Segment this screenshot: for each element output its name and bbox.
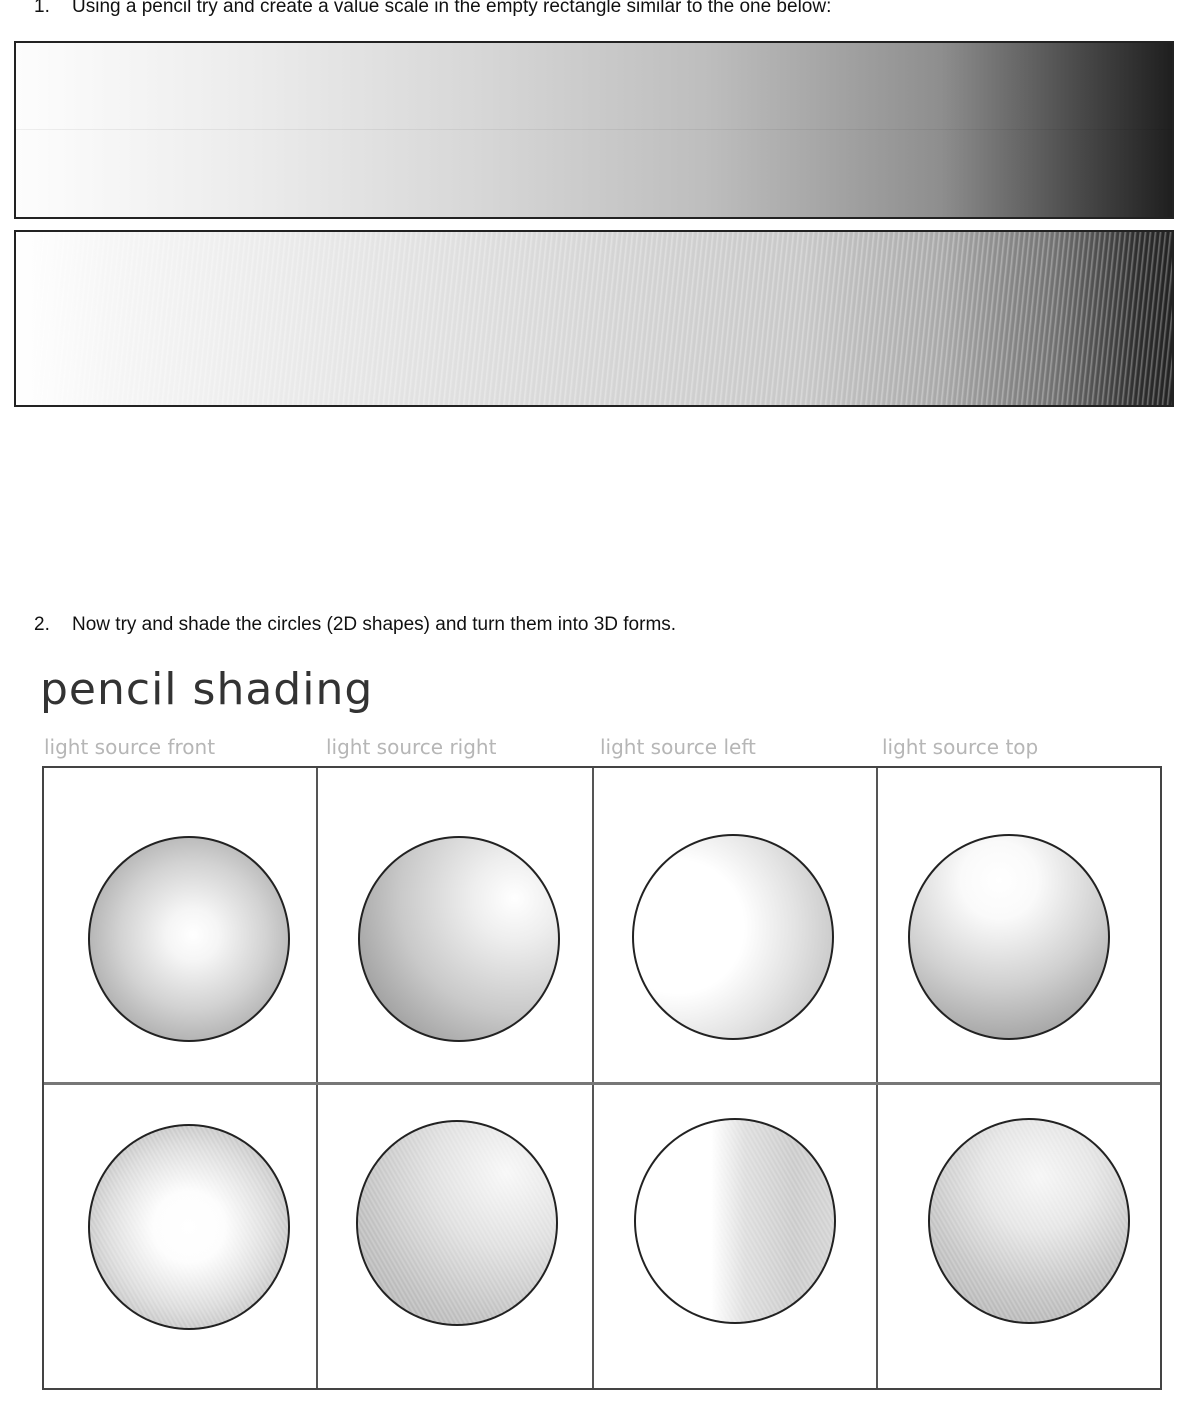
column-label-left: light source left — [600, 735, 756, 759]
sphere-drawing-right — [356, 1120, 558, 1326]
question-1-text: Using a pencil try and create a value scale in the empty rectangle similar to the one below: — [72, 0, 832, 17]
grid-divider-2 — [592, 768, 594, 1388]
pencil-hatching — [16, 232, 1172, 405]
question-2 — [34, 614, 676, 636]
grid-divider-1 — [316, 768, 318, 1388]
reference-value-scale — [14, 41, 1174, 219]
sphere-example-top — [908, 834, 1110, 1040]
sphere-drawing-top — [928, 1118, 1130, 1324]
column-label-front: light source front — [44, 735, 216, 759]
shading-grid — [42, 766, 1162, 1390]
question-1 — [34, 0, 831, 18]
sphere-example-right — [358, 836, 560, 1042]
worksheet-title: pencil shading — [40, 664, 374, 715]
column-label-right: light source right — [326, 735, 497, 759]
grid-divider-3 — [876, 768, 878, 1388]
student-value-scale — [14, 230, 1174, 407]
sphere-drawing-front — [88, 1124, 290, 1330]
question-1-number: 1. — [34, 0, 50, 17]
sphere-example-left — [632, 834, 834, 1040]
sphere-example-front — [88, 836, 290, 1042]
question-2-text: Now try and shade the circles (2D shapes) and turn them into 3D forms. — [72, 614, 677, 635]
question-2-number: 2. — [34, 614, 50, 635]
sphere-drawing-left — [634, 1118, 836, 1324]
scan-seam — [16, 129, 1172, 130]
column-label-top: light source top — [882, 735, 1039, 759]
grid-row-divider — [44, 1082, 1160, 1085]
